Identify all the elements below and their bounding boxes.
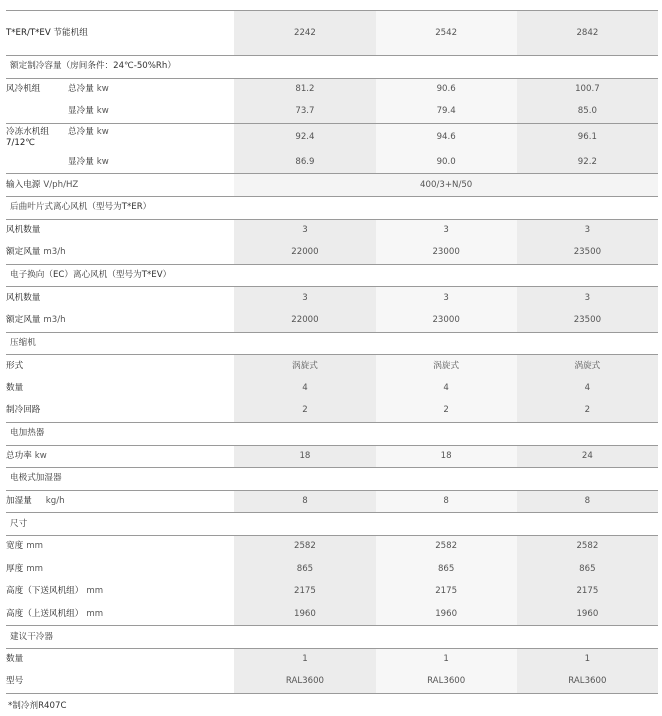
cell-value: 22000 bbox=[234, 242, 375, 265]
table-row bbox=[6, 355, 658, 378]
table-row bbox=[6, 78, 658, 101]
cell-value: 79.4 bbox=[376, 101, 517, 124]
section-header: 电极式加湿器 bbox=[6, 468, 658, 491]
table-row bbox=[6, 242, 658, 265]
table-row bbox=[6, 11, 658, 56]
row-label: 数量 bbox=[6, 648, 234, 671]
table-row bbox=[6, 309, 658, 332]
table-row bbox=[6, 400, 658, 423]
table-row bbox=[6, 101, 658, 124]
row-label: T*ER/T*EV 节能机组 bbox=[6, 11, 234, 56]
row-label: 高度（下送风机组） mm bbox=[6, 581, 234, 604]
cell-value: 1 bbox=[517, 648, 658, 671]
cell-value: RAL3600 bbox=[376, 671, 517, 694]
cell-value: 24 bbox=[517, 445, 658, 468]
cell-value: 2175 bbox=[517, 581, 658, 604]
cell-value: 2242 bbox=[234, 11, 375, 56]
cell-value: 100.7 bbox=[517, 78, 658, 101]
cell-value: 4 bbox=[234, 377, 375, 400]
cell-value: 23000 bbox=[376, 242, 517, 265]
cell-value: 涡旋式 bbox=[234, 355, 375, 378]
cell-value: RAL3600 bbox=[517, 671, 658, 694]
row-label: 型号 bbox=[6, 671, 234, 694]
cell-value: 23500 bbox=[517, 242, 658, 265]
row-label: 制冷回路 bbox=[6, 400, 234, 423]
cell-value: 23500 bbox=[517, 309, 658, 332]
cell-value: 1960 bbox=[376, 603, 517, 626]
cell-value: 8 bbox=[517, 490, 658, 513]
row-label: 额定风量 m3/h bbox=[6, 309, 234, 332]
cell-value: 8 bbox=[234, 490, 375, 513]
row-label: 风机数量 bbox=[6, 219, 234, 242]
cell-value: 4 bbox=[517, 377, 658, 400]
cell-value: 23000 bbox=[376, 309, 517, 332]
cell-value: 8 bbox=[376, 490, 517, 513]
cell-value: 2582 bbox=[517, 535, 658, 558]
cell-value: RAL3600 bbox=[234, 671, 375, 694]
row-label: 形式 bbox=[6, 355, 234, 378]
row-label: 宽度 mm bbox=[6, 535, 234, 558]
cell-value: 涡旋式 bbox=[376, 355, 517, 378]
table-row bbox=[6, 535, 658, 558]
table-row bbox=[6, 219, 658, 242]
cell-value: 96.1 bbox=[517, 123, 658, 151]
cell-value: 73.7 bbox=[234, 101, 375, 124]
row-label: 厚度 mm bbox=[6, 558, 234, 581]
cell-value: 92.4 bbox=[234, 123, 375, 151]
cell-value: 2175 bbox=[376, 581, 517, 604]
cell-value: 2175 bbox=[234, 581, 375, 604]
cell-value: 865 bbox=[517, 558, 658, 581]
section-header: 电子换向（EC）离心风机（型号为T*EV） bbox=[6, 264, 658, 287]
cell-value: 94.6 bbox=[376, 123, 517, 151]
cell-value: 1960 bbox=[517, 603, 658, 626]
cell-value: 81.2 bbox=[234, 78, 375, 101]
cell-value: 3 bbox=[234, 219, 375, 242]
cell-value: 865 bbox=[234, 558, 375, 581]
cell-value: 18 bbox=[376, 445, 517, 468]
table-row bbox=[6, 123, 658, 151]
cell-value: 3 bbox=[234, 287, 375, 310]
cell-value: 3 bbox=[517, 219, 658, 242]
table-row bbox=[6, 581, 658, 604]
table-row bbox=[6, 445, 658, 468]
cell-value: 4 bbox=[376, 377, 517, 400]
row-label: 高度（上送风机组） mm bbox=[6, 603, 234, 626]
cell-value: 2842 bbox=[517, 11, 658, 56]
cell-value: 90.6 bbox=[376, 78, 517, 101]
section-header: 额定制冷容量（房间条件：24℃-50%Rh） bbox=[6, 56, 658, 79]
footnote: *制冷剂R407C bbox=[8, 701, 67, 711]
section-header: 后曲叶片式离心风机（型号为T*ER） bbox=[6, 196, 658, 219]
cell-value: 2 bbox=[376, 400, 517, 423]
cell-value: 90.0 bbox=[376, 151, 517, 174]
row-label: 冷冻水机组 7/12℃总冷量 kw bbox=[6, 123, 234, 151]
cell-value: 22000 bbox=[234, 309, 375, 332]
cell-value: 1 bbox=[376, 648, 517, 671]
cell-value: 18 bbox=[234, 445, 375, 468]
cell-value: 2 bbox=[517, 400, 658, 423]
cell-value: 2582 bbox=[376, 535, 517, 558]
cell-value: 85.0 bbox=[517, 101, 658, 124]
row-label: 加湿量 kg/h bbox=[6, 490, 234, 513]
cell-value: 3 bbox=[376, 287, 517, 310]
table-row bbox=[6, 603, 658, 626]
cell-value: 92.2 bbox=[517, 151, 658, 174]
cell-value: 2582 bbox=[234, 535, 375, 558]
cell-value: 1960 bbox=[234, 603, 375, 626]
table-row bbox=[6, 558, 658, 581]
row-label: 输入电源 V/ph/HZ bbox=[6, 174, 234, 197]
section-header: 电加热器 bbox=[6, 422, 658, 445]
section-header: 建议干冷器 bbox=[6, 626, 658, 649]
cell-value: 400/3+N/50 bbox=[234, 174, 658, 197]
cell-value: 865 bbox=[376, 558, 517, 581]
table-row bbox=[6, 648, 658, 671]
table-row bbox=[6, 151, 658, 174]
cell-value: 涡旋式 bbox=[517, 355, 658, 378]
section-header: 尺寸 bbox=[6, 513, 658, 536]
cell-value: 2542 bbox=[376, 11, 517, 56]
table-row bbox=[6, 287, 658, 310]
cell-value: 1 bbox=[234, 648, 375, 671]
table-row bbox=[6, 671, 658, 694]
cell-value: 2 bbox=[234, 400, 375, 423]
row-label: 风机数量 bbox=[6, 287, 234, 310]
cell-value: 86.9 bbox=[234, 151, 375, 174]
row-label: 数量 bbox=[6, 377, 234, 400]
table-row bbox=[6, 490, 658, 513]
spec-table bbox=[6, 10, 658, 694]
section-header: 压缩机 bbox=[6, 332, 658, 355]
row-label: 总功率 kw bbox=[6, 445, 234, 468]
table-row bbox=[6, 377, 658, 400]
row-label: 额定风量 m3/h bbox=[6, 242, 234, 265]
row-label: 显冷量 kw bbox=[6, 151, 234, 174]
cell-value: 3 bbox=[376, 219, 517, 242]
row-label: 风冷机组 总冷量 kw bbox=[6, 78, 234, 101]
table-row bbox=[6, 174, 658, 197]
row-label: 显冷量 kw bbox=[6, 101, 234, 124]
cell-value: 3 bbox=[517, 287, 658, 310]
